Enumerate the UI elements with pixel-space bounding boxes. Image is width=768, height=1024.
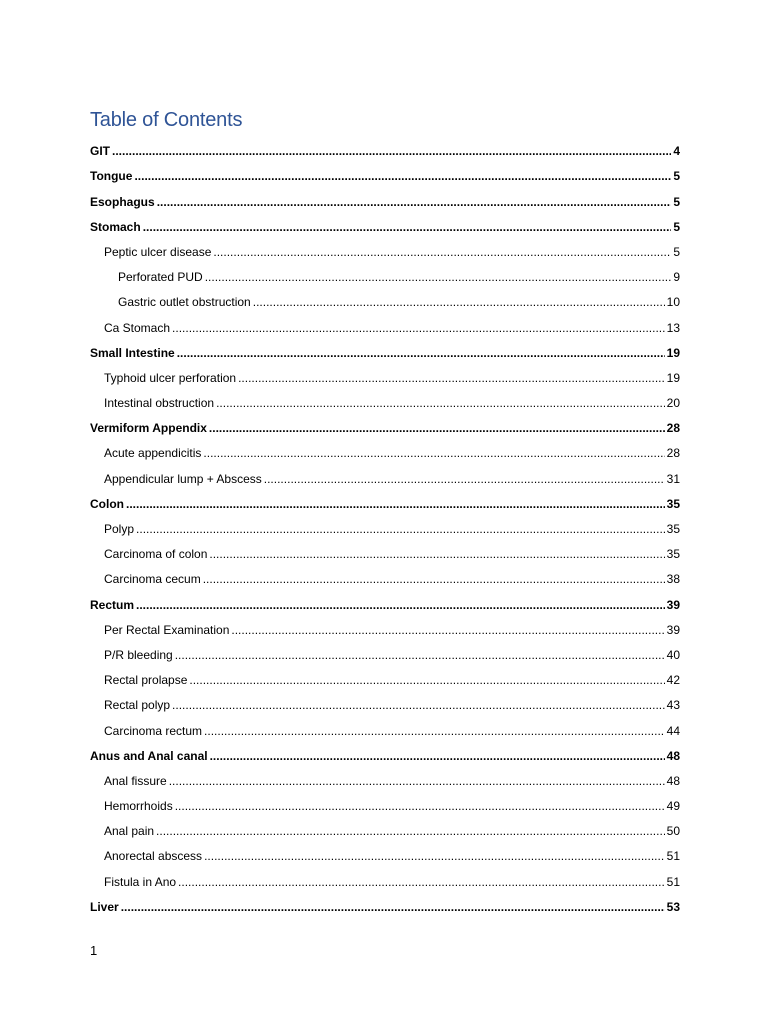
toc-dot-leader (156, 824, 665, 838)
toc-entry-label: Carcinoma rectum (104, 723, 203, 738)
toc-dot-leader (136, 522, 665, 536)
toc-entry-page: 42 (666, 673, 680, 688)
toc-entry[interactable] (90, 335, 680, 360)
toc-dot-leader (204, 724, 665, 738)
toc-entry-page: 51 (666, 874, 680, 889)
toc-dot-leader (175, 648, 665, 662)
toc-dot-leader (177, 346, 665, 360)
toc-entry[interactable] (90, 360, 680, 385)
toc-entry-page: 48 (666, 748, 680, 763)
toc-entry-page: 35 (666, 496, 680, 511)
toc-entry-label: Per Rectal Examination (104, 622, 230, 637)
toc-entry[interactable] (90, 712, 680, 737)
toc-entry-label: Anorectal abscess (104, 849, 203, 864)
toc-dot-leader (213, 245, 671, 259)
toc-entry-label: Typhoid ulcer perforation (104, 370, 237, 385)
toc-entry-page: 39 (666, 622, 680, 637)
toc-entry-label: Polyp (104, 522, 135, 536)
toc-entry[interactable] (90, 209, 680, 234)
toc-entry[interactable] (90, 511, 680, 536)
toc-entry-page: 5 (673, 194, 680, 209)
toc-entry[interactable] (90, 838, 680, 863)
toc-entry[interactable] (90, 486, 680, 511)
toc-entry-label: Anal fissure (104, 773, 167, 788)
toc-entry-page: 48 (666, 773, 680, 788)
toc-entry-label: Carcinoma cecum (104, 572, 201, 587)
toc-dot-leader (112, 144, 671, 158)
toc-entry-label: Peptic ulcer disease (104, 244, 212, 259)
toc-dot-leader (203, 572, 665, 586)
toc-dot-leader (143, 220, 672, 234)
toc-entry-page: 31 (666, 471, 680, 486)
toc-dot-leader (134, 169, 671, 183)
toc-entry[interactable] (90, 435, 680, 460)
toc-entry-label: Carcinoma of colon (104, 547, 208, 562)
toc-entry[interactable] (90, 133, 680, 158)
toc-entry-label: Acute appendicitis (104, 446, 202, 461)
toc-entry-page: 28 (666, 446, 680, 461)
toc-entry[interactable] (90, 738, 680, 763)
toc-entry-label: Anus and Anal canal (90, 748, 208, 763)
toc-entry[interactable] (90, 183, 680, 208)
toc-entry[interactable] (90, 763, 680, 788)
toc-dot-leader (203, 446, 664, 460)
toc-dot-leader (264, 472, 665, 486)
toc-title: Table of Contents (90, 109, 243, 131)
toc-entry-page: 5 (673, 219, 680, 234)
toc-entry-page: 44 (666, 723, 680, 738)
toc-entry[interactable] (90, 612, 680, 637)
toc-dot-leader (157, 195, 672, 209)
toc-entry-page: 13 (666, 320, 680, 335)
toc-entry-label: Colon (90, 496, 124, 511)
toc-entry[interactable] (90, 561, 680, 586)
toc-entry[interactable] (90, 309, 680, 334)
toc-entry-label: Appendicular lump + Abscess (104, 471, 262, 486)
toc-entry-page: 5 (673, 169, 680, 184)
toc-dot-leader (172, 698, 665, 712)
toc-entry-label: Ca Stomach (104, 320, 171, 335)
toc-entry[interactable] (90, 284, 680, 309)
toc-dot-leader (210, 749, 665, 763)
toc-dot-leader (169, 774, 665, 788)
page-number: 1 (90, 943, 98, 958)
toc-dot-leader (216, 396, 665, 410)
toc-entry-page: 38 (666, 572, 680, 587)
toc-entry-page: 19 (666, 370, 680, 385)
toc-dot-leader (172, 321, 665, 335)
toc-entry-label: Small Intestine (90, 345, 175, 360)
toc-entry-label: Rectal prolapse (104, 673, 188, 688)
toc-entry-label: Perforated PUD (118, 270, 203, 285)
toc-dot-leader (238, 371, 665, 385)
toc-entry-page: 28 (666, 421, 680, 436)
toc-entry-page: 43 (666, 698, 680, 713)
toc-entry[interactable] (90, 385, 680, 410)
toc-entry-page: 35 (666, 547, 680, 562)
toc-entry[interactable] (90, 889, 680, 914)
toc-dot-leader (205, 270, 672, 284)
toc-entry[interactable] (90, 158, 680, 183)
toc-entry[interactable] (90, 788, 680, 813)
toc-entry-label: P/R bleeding (104, 647, 173, 662)
toc-dot-leader (209, 547, 664, 561)
toc-dot-leader (175, 799, 665, 813)
toc-entry-label: Liver (90, 899, 119, 914)
toc-entry-page: 40 (666, 647, 680, 662)
toc-entry[interactable] (90, 637, 680, 662)
toc-entry-label: Rectal polyp (104, 698, 171, 713)
toc-entry[interactable] (90, 536, 680, 561)
toc-entry[interactable] (90, 687, 680, 712)
toc-entry[interactable] (90, 460, 680, 485)
toc-entry-page: 10 (666, 295, 680, 310)
toc-entry-page: 5 (673, 244, 680, 259)
toc-entry-page: 51 (666, 849, 680, 864)
toc-entry-page: 19 (666, 345, 680, 360)
toc-dot-leader (189, 673, 664, 687)
toc-entry-label: Rectum (90, 597, 135, 612)
toc-entry-page: 39 (666, 597, 680, 612)
toc-dot-leader (126, 497, 665, 511)
toc-entry[interactable] (90, 813, 680, 838)
toc-entry-page: 50 (666, 824, 680, 839)
toc-dot-leader (253, 295, 665, 309)
toc-entry-label: Anal pain (104, 824, 155, 839)
toc-dot-leader (136, 598, 665, 612)
toc-entry-label: GIT (90, 144, 110, 159)
toc-entry-label: Esophagus (90, 194, 155, 209)
toc-entry-page: 9 (673, 270, 680, 285)
toc-dot-leader (178, 875, 665, 889)
toc-dot-leader (204, 849, 665, 863)
toc-entry-label: Tongue (90, 169, 133, 184)
toc-entry[interactable] (90, 662, 680, 687)
toc-dot-leader (209, 421, 665, 435)
toc-list (90, 133, 680, 914)
toc-entry[interactable] (90, 586, 680, 611)
toc-entry-page: 4 (673, 144, 680, 159)
toc-dot-leader (231, 623, 664, 637)
toc-dot-leader (121, 900, 665, 914)
toc-entry-page: 20 (666, 396, 680, 411)
toc-entry[interactable] (90, 410, 680, 435)
toc-entry-page: 35 (666, 522, 680, 536)
toc-entry-label: Stomach (90, 219, 141, 234)
toc-entry-page: 49 (666, 799, 680, 814)
toc-entry[interactable] (90, 234, 680, 259)
toc-entry[interactable] (90, 863, 680, 888)
toc-entry-label: Gastric outlet obstruction (118, 295, 251, 310)
toc-entry-label: Fistula in Ano (104, 874, 177, 889)
toc-entry-label: Intestinal obstruction (104, 396, 215, 411)
toc-entry-label: Vermiform Appendix (90, 421, 207, 436)
toc-entry[interactable] (90, 259, 680, 284)
toc-entry-page: 53 (666, 899, 680, 914)
toc-entry-label: Hemorrhoids (104, 799, 173, 814)
